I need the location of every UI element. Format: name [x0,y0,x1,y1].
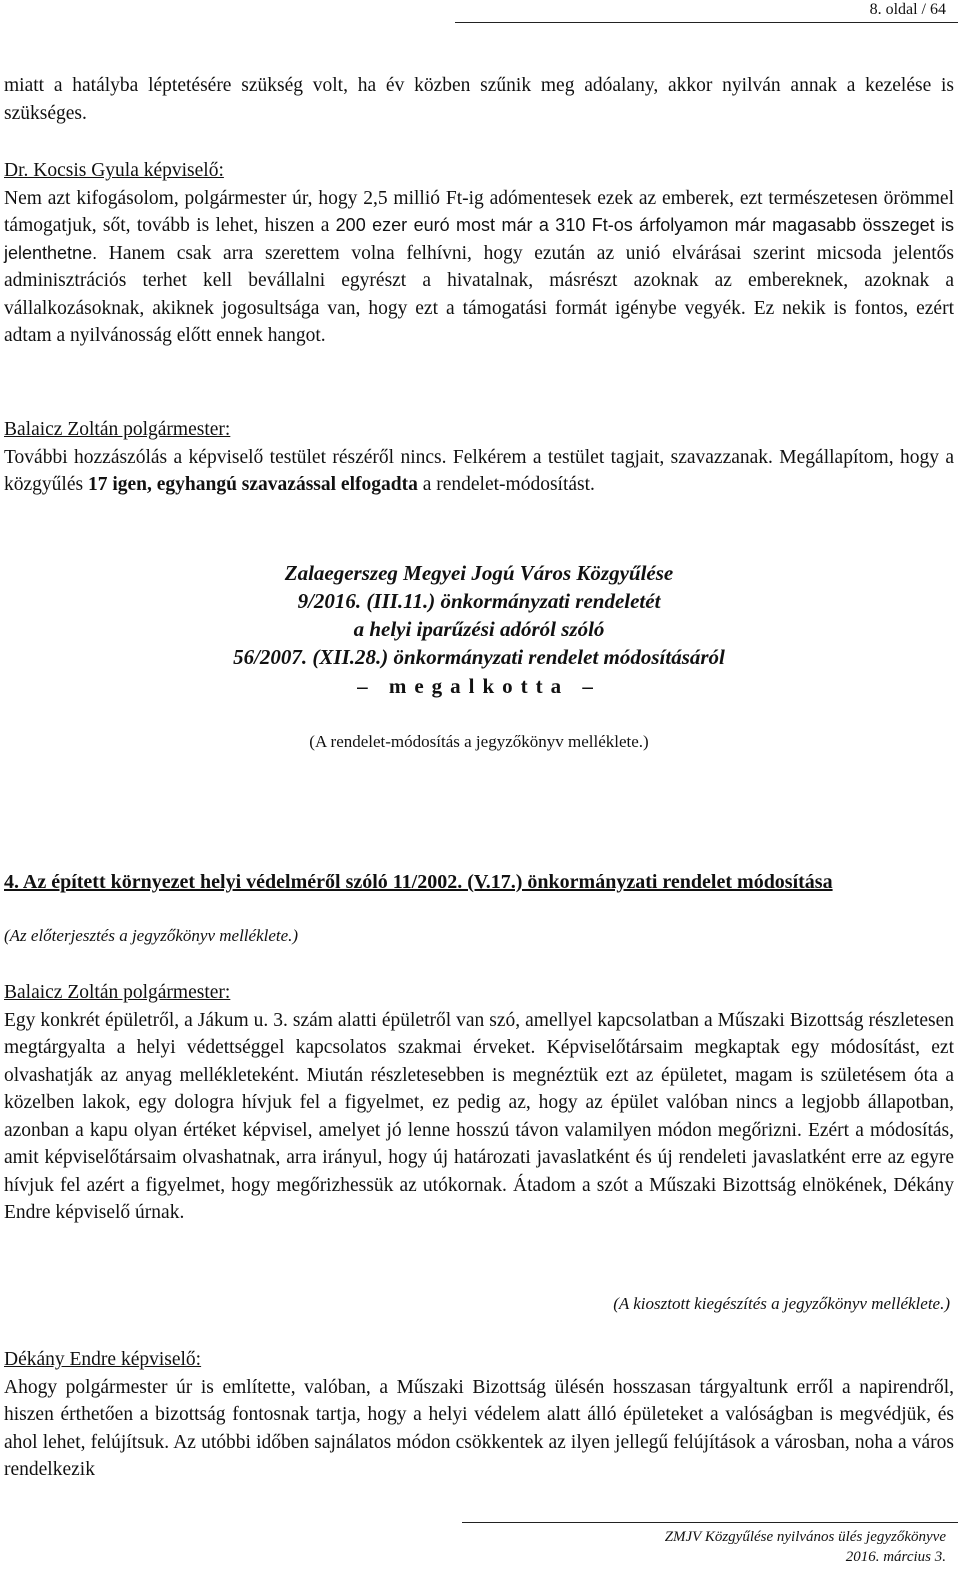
speech-text [4,185,954,350]
page-number: 8. oldal / 64 [869,1,946,18]
footer-date: 2016. március 3. [845,1549,946,1565]
speaker-balaicz: Balaicz Zoltán polgármester: [4,419,231,440]
decree-line: 56/2007. (XII.28.) önkormányzati rendelet módosításáról [233,645,725,669]
speaker-balaicz: Balaicz Zoltán polgármester: [4,982,231,1003]
intro-paragraph: miatt a hatályba léptetésére szükség volt, ha év közben szűnik meg adóalany, akkor nyilván annak a kezelése is szükséges. [4,75,954,124]
annex-note: (A kiosztott kiegészítés a jegyzőkönyv melléklete.) [613,1294,950,1313]
footer-title: ZMJV Közgyűlése nyilvános ülés jegyzőkönyve [664,1529,946,1545]
vote-result: 17 igen, egyhangú szavazással elfogadta [87,474,418,495]
dekany-speech [4,1346,954,1484]
decree-line: 9/2016. (III.11.) önkormányzati rendeletét [297,589,661,613]
speech-text [4,444,954,499]
decree-annex-note: (A rendelet-módosítás a jegyzőkönyv melléklete.) [309,732,649,751]
kocsis-speech [4,157,954,350]
speech-text-part: Hanem csak arra szerettem volna felhívni, hogy ezután az unió elvárásai szerint micsoda jelentős adminisztrációs terhet kell bevállalni egyrészt a hivatalnak, másrészt azoknak az embereknek, azoknak a vállalkozásoknak, akiknek jogosultsága van, hogy ezt a támogatási formát igénybe vegyék. Ez nekik is fontos, ezért adtam a nyilvánosság előtt ennek hangot. [4,242,954,346]
decree-megalkotta: – megalkotta – [357,674,601,698]
footer-rule [462,1522,958,1523]
speech-text: Ahogy polgármester úr is említette, valóban, a Műszaki Bizottság ülésén hosszasan tárgyaltunk erről a napirendről, hiszen érthetően a bizottság fontosnak tartja, hogy a helyi védelem alatt álló épületeket a valóságban is megvédjük, és ahol lehet, felújítsuk. Az utóbbi időben sajnálatos módon csökkentek az ilyen jellegű felújítások a városban, noha a város rendelkezik [4,1376,954,1480]
speaker-kocsis: Dr. Kocsis Gyula képviselő: [4,160,224,181]
speech-text-part: Nem azt kifogásolom, polgármester úr, hogy 2,5 millió Ft-ig adómentesek ezek az emberek, ezt természetesen örömmel támogatjuk, sőt, tovább is lehet, hiszen a [4,187,954,236]
speech-text: Egy konkrét épületről, a Jákum u. 3. szám alatti épületről van szó, amellyel kapcsolatban a Műszaki Bizottság részletesen megtárgyalta a helyi védettséggel kapcsolatos szakmai érveket. Képviselőtársaim megkaptak egy módosítást, ezt olvashatják az anyag mellékleteként. Miután részletesebben is megnéztük ezt az épületet, magam is születésem óta a közelben lakok, egy dologra hívjuk fel a figyelmet, ez pedig az, hogy az épület valóban nincs a legjobb állapotban, azonban a kapu olyan értéket képvisel, amelyet jó lenne hosszú távon valamilyen módon megőrizni. Ezért a módosítás, amit képviselőtársaim olvashatnak, arra irányul, hogy új határozati javaslatként és új rendeleti javaslatként erre az egyre hívjuk fel azért a figyelmet, hogy megőrizhessük az utókornak. Átadom a szót a Műszaki Bizottság elnökének, Dékány Endre képviselő úrnak. [4,1009,954,1223]
speech-text-part: a rendelet-módosítást. [422,474,595,495]
decree-line: Zalaegerszeg Megyei Jogú Város Közgyűlése [284,561,674,585]
agenda-item-title: 4. Az épített környezet helyi védelméről szóló 11/2002. (V.17.) önkormányzati rendelet módosítása [4,871,833,893]
speech-text-part: További hozzászólás a képviselő testület részéről nincs. Felkérem a testület tagjait, szavazzanak. Megállapítom, hogy a közgyűlés [4,446,954,495]
balaicz-speech-2 [4,979,954,1227]
balaicz-speech-1 [4,416,954,499]
decree-heading [4,559,954,671]
header-rule [455,22,958,23]
speaker-dekany: Dékány Endre képviselő: [4,1349,202,1370]
decree-line: a helyi iparűzési adóról szóló [353,617,605,641]
agenda-item-note: (Az előterjesztés a jegyzőkönyv melléklete.) [4,926,299,945]
speech-text-sans: 200 ezer euró most már a 310 Ft-os árfolyamon már magasabb összeget is jelenthetne. [4,215,955,263]
